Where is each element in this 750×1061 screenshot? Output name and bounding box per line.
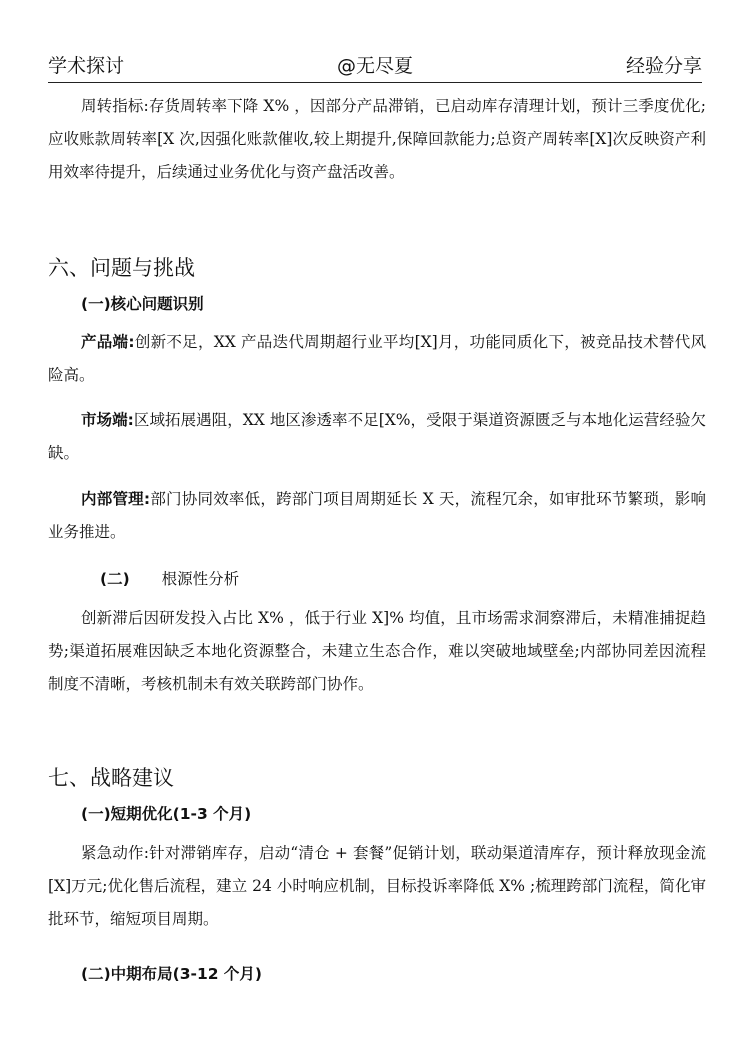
market-paragraph [48,404,706,470]
turnover-paragraph: 周转指标:存货周转率下降 X% ，因部分产品滞销，已启动库存清理计划，预计三季度优化;应收账款周转率[X 次,因强化账款催收,较上期提升,保障回款能力;总资产周转率[X]次反映资产利用效率待提升，后续通过业务优化与资产盘活改善。 [48,97,706,181]
internal-text: 部门协同效率低，跨部门项目周期延长 X 天，流程冗余，如审批环节繁琐，影响业务推进。 [48,490,706,541]
market-label: 市场端: [81,411,134,429]
subsection-mid-term: (二)中期布局(3-12 个月) [81,965,263,983]
header-center: @无尽夏 [336,55,414,77]
subsection-core-issues: (一)核心问题识别 [81,295,204,313]
urgent-actions-paragraph: 紧急动作:针对滞销库存，启动“清仓 + 套餐”促销计划，联动渠道清库存，预计释放现金流 [X]万元;优化售后流程，建立 24 小时响应机制，目标投诉率降低 X% ;梳理跨部门流程，简化审批环节，缩短项目周期。 [48,844,706,928]
header-right: 经验分享 [625,55,702,77]
product-paragraph [48,326,706,392]
header-left: 学术探讨 [48,55,125,77]
subsection-short-term: (一)短期优化(1-3 个月) [81,805,252,823]
subsection-root-cause [100,567,239,589]
internal-paragraph [48,483,706,549]
root-cause-number: (二) [100,570,130,588]
internal-label: 内部管理: [81,490,151,508]
section-seven-title: 七、战略建议 [48,766,174,790]
root-cause-title: 根源性分析 [161,570,240,588]
product-label: 产品端: [81,333,135,351]
root-cause-paragraph: 创新滞后因研发投入占比 X% ，低于行业 X]% 均值，且市场需求洞察滞后，未精准捕捉趋势;渠道拓展难因缺乏本地化资源整合，未建立生态合作，难以突破地域壁垒;内部协同差因流程制度不清晰，考核机制未有效关联跨部门协作。 [48,609,706,693]
section-six-title: 六、问题与挑战 [48,256,195,280]
page-header [48,52,702,83]
market-text: 区域拓展遇阻，XX 地区渗透率不足[X%，受限于渠道资源匮乏与本地化运营经验欠缺。 [48,411,706,462]
product-text: 创新不足，XX 产品迭代周期超行业平均[X]月，功能同质化下，被竞品技术替代风险高。 [48,333,706,384]
